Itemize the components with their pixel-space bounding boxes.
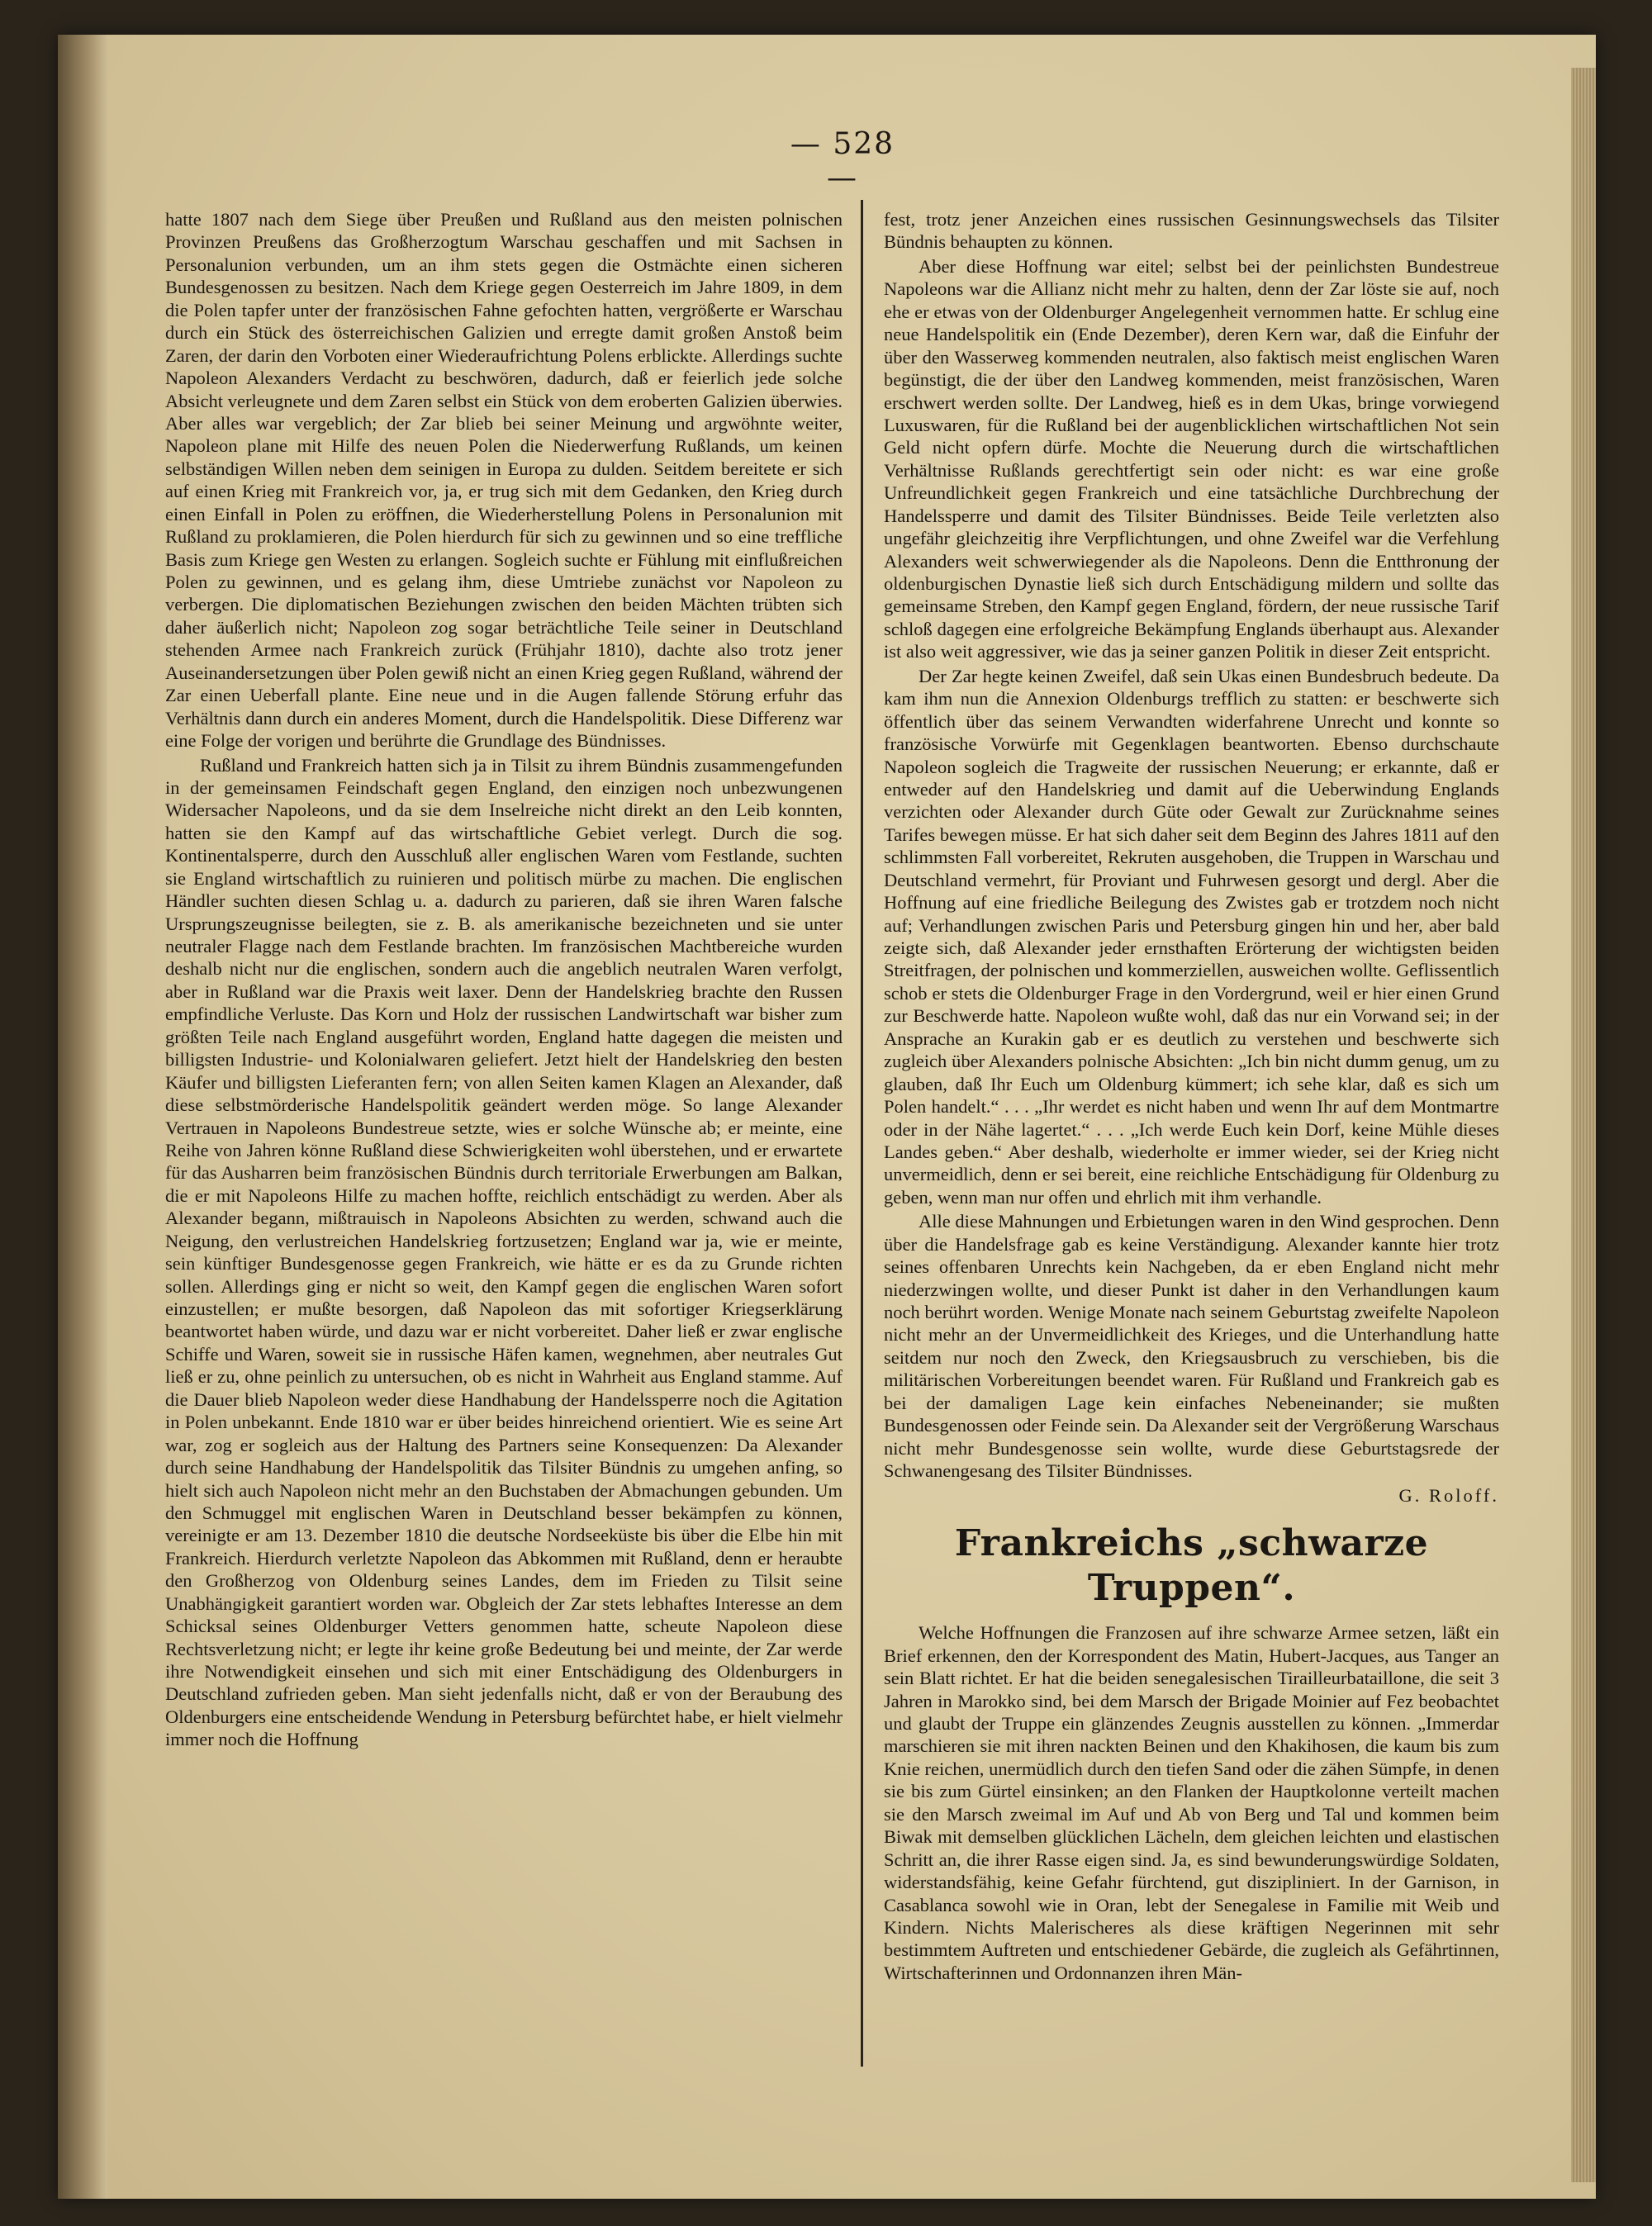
left-column xyxy=(165,208,843,1753)
paragraph: Welche Hoffnungen die Franzosen auf ihre schwarze Armee setzen, läßt ein Brief erkennen, den der Korrespondent des Matin, Hubert-Jacques, aus Tanger an sein Blatt richtet. Er hat die beiden senegalesischen Tirailleurbataillone, die seit 3 Jahren in Marokko sind, bei dem Marsch der Brigade Moinier auf Fez beobachtet und glaubt der Truppe ein glänzendes Zeugnis ausstellen zu können. „Immerdar marschieren sie mit ihren nackten Beinen und den Khakihosen, die kaum bis zum Knie reichen, unermüdlich durch den tiefen Sand oder die zähen Sümpfe, in denen sie bis zum Gürtel einsinken; an den Flanken der Hauptkolonne verteilt machen sie den Marsch zweimal im Auf und Ab von Berg und Tal und kommen beim Biwak mit demselben glücklichen Lächeln, dem gleichen leichten und elastischen Schritt an, die ihrer Rasse eigen sind. Ja, es sind bewunderungswürdige Soldaten, widerstandsfähig, keine Gefahr fürchtend, gut diszipliniert. In der Garnison, in Casablanca sowohl wie in Oran, lebt der Senegalese in Familie mit Weib und Kindern. Nichts Malerischeres als diese kräftigen Negerinnen mit sehr bestimmtem Auftreten und entschiedener Gebärde, die zugleich als Gefährtinnen, Wirtschafterinnen und Ordonnanzen ihren Män- xyxy=(884,1622,1499,1983)
paragraph: Alle diese Mahnungen und Erbietungen waren in den Wind gesprochen. Denn über die Handelsfrage gab es keine Verständigung. Alexander kannte hier trotz seines offenbaren Unrechts kein Nachgeben, da er eben England nicht mehr niederzwingen wollte, und dieser Punkt ist daher in den Verhandlungen kaum noch berührt worden. Wenige Monate nach seinem Geburtstag zweifelte Napoleon nicht mehr an der Unvermeidlichkeit des Krieges, und die Unterhandlung hatte seitdem nur noch den Zweck, den Kriegsausbruch zu verschieben, bis die militärischen Vorbereitungen beendet waren. Für Rußland und Frankreich gab es bei der damaligen Lage kein einfaches Nebeneinander; sie mußten Bundesgenossen oder Feinde sein. Da Alexander seit der Vergrößerung Warschaus nicht mehr Bundesgenosse sein wollte, wurde diese Geburtstagsrede der Schwanengesang des Tilsiter Bündnisses. xyxy=(884,1211,1499,1482)
paragraph: hatte 1807 nach dem Siege über Preußen und Rußland aus den meisten polnischen Provinzen Preußens das Großherzogtum Warschau geschaffen und mit Sachsen in Personalunion verbunden, um an ihm stets gegen die Ostmächte einen sicheren Bundesgenossen zu besitzen. Nach dem Kriege gegen Oesterreich im Jahre 1809, in dem die Polen tapfer unter der französischen Fahne gefochten hatten, vergrößerte er Warschau durch ein Stück des österreichischen Galizien und erregte damit großen Anstoß beim Zaren, der darin den Vorboten einer Wiederaufrichtung Polens erblickte. Allerdings suchte Napoleon Alexanders Verdacht zu beschwören, dadurch, daß er feierlich jede solche Absicht verleugnete und dem Zaren selbst ein Stück von dem eroberten Galizien überwies. Aber alles war vergeblich; der Zar blieb bei seiner Meinung und argwöhnte weiter, Napoleon plane mit Hilfe des neuen Polen die Niederwerfung Rußlands, um keinen selbständigen Willen neben dem seinigen in Europa zu dulden. Seitdem bereitete er sich auf einen Krieg mit Frankreich vor, ja, er trug sich mit dem Gedanken, den Krieg durch einen Einfall in Polen zu eröffnen, die Wiederherstellung Polens in Personalunion mit Rußland zu proklamieren, die Polen hierdurch für sich zu gewinnen und so eine treffliche Basis zum Kriege gen Westen zu erlangen. Sogleich suchte er Fühlung mit einflußreichen Polen zu gewinnen, und es gelang ihm, diese Umtriebe zunächst vor Napoleon zu verbergen. Die diplomatischen Beziehungen zwischen den beiden Mächten trübten sich daher äußerlich nicht; Napoleon zog sogar beträchtliche Teile seiner in Deutschland stehenden Armee nach Frankreich zurück (Frühjahr 1810), dachte also trotz jener Auseinandersetzungen über Polen gewiß nicht an einen Krieg gegen Rußland, während der Zar einen Ueberfall plante. Eine neue und in die Augen fallende Störung erfuhr das Verhältnis dann durch ein anderes Moment, durch die Handelspolitik. Diese Differenz war eine Folge der vorigen und berührte die Grundlage des Bündnisses. xyxy=(165,209,843,752)
author-signature: G. Roloff. xyxy=(1398,1484,1499,1506)
page-number: — 528 — xyxy=(790,127,895,195)
page-edge xyxy=(1571,68,1596,2182)
book-binding xyxy=(58,35,107,2199)
right-column xyxy=(884,208,1499,1986)
paragraph: Rußland und Frankreich hatten sich ja in Tilsit zu ihrem Bündnis zusammengefunden in der gemeinsamen Feindschaft gegen England, den einzigen noch unbezwungenen Widersacher Napoleons, und da sie dem Inselreiche nicht direkt an den Leib konnten, hatten sie den Kampf auf das wirtschaftliche Gebiet verlegt. Durch die sog. Kontinentalsperre, durch den Ausschluß aller englischen Waren vom Festlande, suchten sie England wirtschaftlich zu ruinieren und politisch mürbe zu machen. Die englischen Händler suchten diesen Schlag u. a. dadurch zu parieren, daß sie ihren Waren falsche Ursprungszeugnisse beilegten, sie z. B. als amerikanische bezeichneten und sie unter neutraler Flagge nach dem Festlande brachten. Im französischen Machtbereiche wurden deshalb nicht nur die englischen, sondern auch die angeblich neutralen Waren verfolgt, aber in Rußland war die Praxis weit laxer. Denn der Handelskrieg brachte den Russen empfindliche Verluste. Das Korn und Holz der russischen Landwirtschaft war bisher zum größten Teile nach England ausgeführt worden, England hatte dagegen die meisten und billigsten Industrie- und Kolonialwaren geliefert. Jetzt hielt der Handelskrieg den besten Käufer und billigsten Lieferanten fern; von allen Seiten kamen Klagen an Alexander, daß diese selbstmörderische Handelspolitik geändert werden möge. So lange Alexander Vertrauen in Napoleons Bundestreue setzte, wies er solche Wünsche ab; er meinte, eine Reihe von Jahren könne Rußland diese Schwierigkeiten wohl überstehen, und er erwartete für das Ausharren beim französischen Bündnis durch territoriale Erwerbungen am Balkan, die er mit Napoleons Hilfe zu machen hoffte, reichlich entschädigt zu werden. Aber als Alexander begann, mißtrauisch in Napoleons Absichten zu werden, schwand auch die Neigung, den verlustreichen Handelskrieg fortzusetzen; England war ja, wie er meinte, sein künftiger Bundesgenosse gegen Frankreich, wie hätte er es da zu Grunde richten sollen. Allerdings ging er nicht so weit, den Kampf gegen die englischen Waren sofort einzustellen; er mußte besorgen, daß Napoleon das mit sofortiger Kriegserklärung beantwortet haben würde, und dazu war er nicht vorbereitet. Daher ließ er zwar englische Schiffe und Waren, soweit sie in russische Häfen kamen, wegnehmen, aber neutrales Gut ließ er zu, ohne peinlich zu untersuchen, ob es nicht in Wahrheit aus England stamme. Auf die Dauer blieb Napoleon weder diese Handhabung der Handelssperre noch die Agitation in Polen unbekannt. Ende 1810 war er über beides hinreichend orientiert. Wie es seine Art war, zog er sogleich aus der Haltung des Partners seine Konsequenzen: Da Alexander durch seine Handhabung der Handelspolitik das Tilsiter Bündnis zu umgehen anfing, so hielt sich auch Napoleon nicht mehr an den Buchstaben der Abmachungen gebunden. Um den Schmuggel mit englischen Waren in Deutschland besser bekämpfen zu können, vereinigte er am 13. Dezember 1810 die deutsche Nordseeküste bis über die Elbe hin mit Frankreich. Hierdurch verletzte Napoleon das Abkommen mit Rußland, denn er heraubte den Großherzog von Oldenburg seines Landes, dem im Frieden zu Tilsit seine Unabhängigkeit garantiert worden war. Obgleich der Zar stets lebhaftes Interesse an dem Schicksal seines Oldenburger Vetters genommen hatte, scheute Napoleon diese Rechtsverletzung nicht; er legte ihr keine große Bedeutung bei und meinte, der Zar werde ihre Notwendigkeit einsehen und sich mit einer Entschädigung des Oldenburgers in Deutschland zufrieden geben. Man sieht jedenfalls nicht, daß er von der Beraubung des Oldenburgers eine entscheidende Wendung in Petersburg befürchtet habe, er hielt vielmehr immer noch die Hoffnung xyxy=(165,754,843,1750)
article-heading: Frankreichs „schwarze Truppen“. xyxy=(954,1521,1429,1609)
paragraph: fest, trotz jener Anzeichen eines russischen Gesinnungswechsels das Tilsiter Bündnis behaupten zu können. xyxy=(884,209,1499,253)
paragraph: Aber diese Hoffnung war eitel; selbst bei der peinlichsten Bundestreue Napoleons war die Allianz nicht mehr zu halten, denn der Zar löste sie auf, noch ehe er etwas von der Oldenburger Angelegenheit vernommen hatte. Er schlug eine neue Handelspolitik ein (Ende Dezember), deren Kern war, daß die Einfuhr der über den Wasserweg kommenden neutralen, also faktisch meist englischen Waren begünstigt, die der über den Landweg kommenden, meist französischen, Waren erschwert werden sollte. Der Landweg, hieß es in dem Ukas, bringe vorwiegend Luxuswaren, für die Rußland bei der augenblicklichen wirtschaftlichen Not sein Geld nicht opfern dürfe. Mochte die Neuerung durch die wirtschaftlichen Verhältnisse Rußlands gerechtfertigt sein oder nicht: es war eine große Unfreundlichkeit gegen Frankreich und eine tatsächliche Durchbrechung der Handelssperre und damit des Tilsiter Bündnisses. Beide Teile verletzten also ungefähr gleichzeitig ihre Verpflichtungen, und ohne Zweifel war die Verfehlung Alexanders weit schwerwiegender als die Napoleons. Denn die Entthronung der oldenburgischen Dynastie ließ sich durch Entschädigung mildern und sollte das gemeinsame Streben, den Kampf gegen England, fördern, der neue russische Tarif schloß dagegen eine erfolgreiche Bekämpfung Englands überhaupt aus. Alexander ist also weit aggressiver, wie das ja seiner ganzen Politik in dieser Zeit entspricht. xyxy=(884,255,1499,662)
newspaper-page xyxy=(58,35,1596,2199)
paragraph: Der Zar hegte keinen Zweifel, daß sein Ukas einen Bundesbruch bedeute. Da kam ihm nun die Annexion Oldenburgs trefflich zu statten: er beschwerte sich öffentlich über das seinem Verwandten widerfahrene Unrecht und konnte so französische Vorwürfe mit Gegenklagen beantworten. Ebenso durchschaute Napoleon sogleich die Tragweite der russischen Neuerung; er erkannte, daß er entweder auf den Handelskrieg und damit auf die Ueberwindung Englands verzichten oder Alexander durch Güte oder Gewalt zur Zurücknahme seines Tarifes bewegen müsse. Er hat sich daher seit dem Beginn des Jahres 1811 auf den schlimmsten Fall vorbereitet, Rekruten ausgehoben, die Truppen in Warschau und Deutschland vermehrt, für Proviant und Fuhrwesen gesorgt und dergl. Aber die Hoffnung auf eine friedliche Beilegung des Zwistes gab er trotzdem noch nicht auf; Verhandlungen zwischen Paris und Petersburg gingen hin und her, aber bald zeigte sich, daß Alexander jeder ernsthaften Erörterung der wichtigsten beiden Streitfragen, der polnischen und kommerziellen, ausweichen wollte. Geflissentlich schob er stets die Oldenburger Frage in den Vordergrund, weil er hier einen Grund zur Beschwerde hatte. Napoleon wußte wohl, daß das nur ein Vorwand sei; in der Ansprache an Kurakin gab er es deutlich zu verstehen und beschwerte sich zugleich über Alexanders polnische Absichten: „Ich bin nicht dumm genug, um zu glauben, daß Ihr Euch um Oldenburg kümmert; ich sehe klar, daß es sich um Polen handelt.“ . . . „Ihr werdet es nicht haben und wenn Ihr auf dem Montmartre oder in der Nähe lagertet.“ . . . „Ich werde Euch kein Dorf, keine Mühle dieses Landes geben.“ Aber deshalb, wiederholte er immer wieder, sei der Krieg nicht unvermeidlich, denn er sei bereit, eine reichliche Entschädigung für Oldenburg zu geben, wenn man nur offen und ehrlich mit ihm verhandle. xyxy=(884,665,1499,1208)
column-divider xyxy=(861,200,863,2067)
